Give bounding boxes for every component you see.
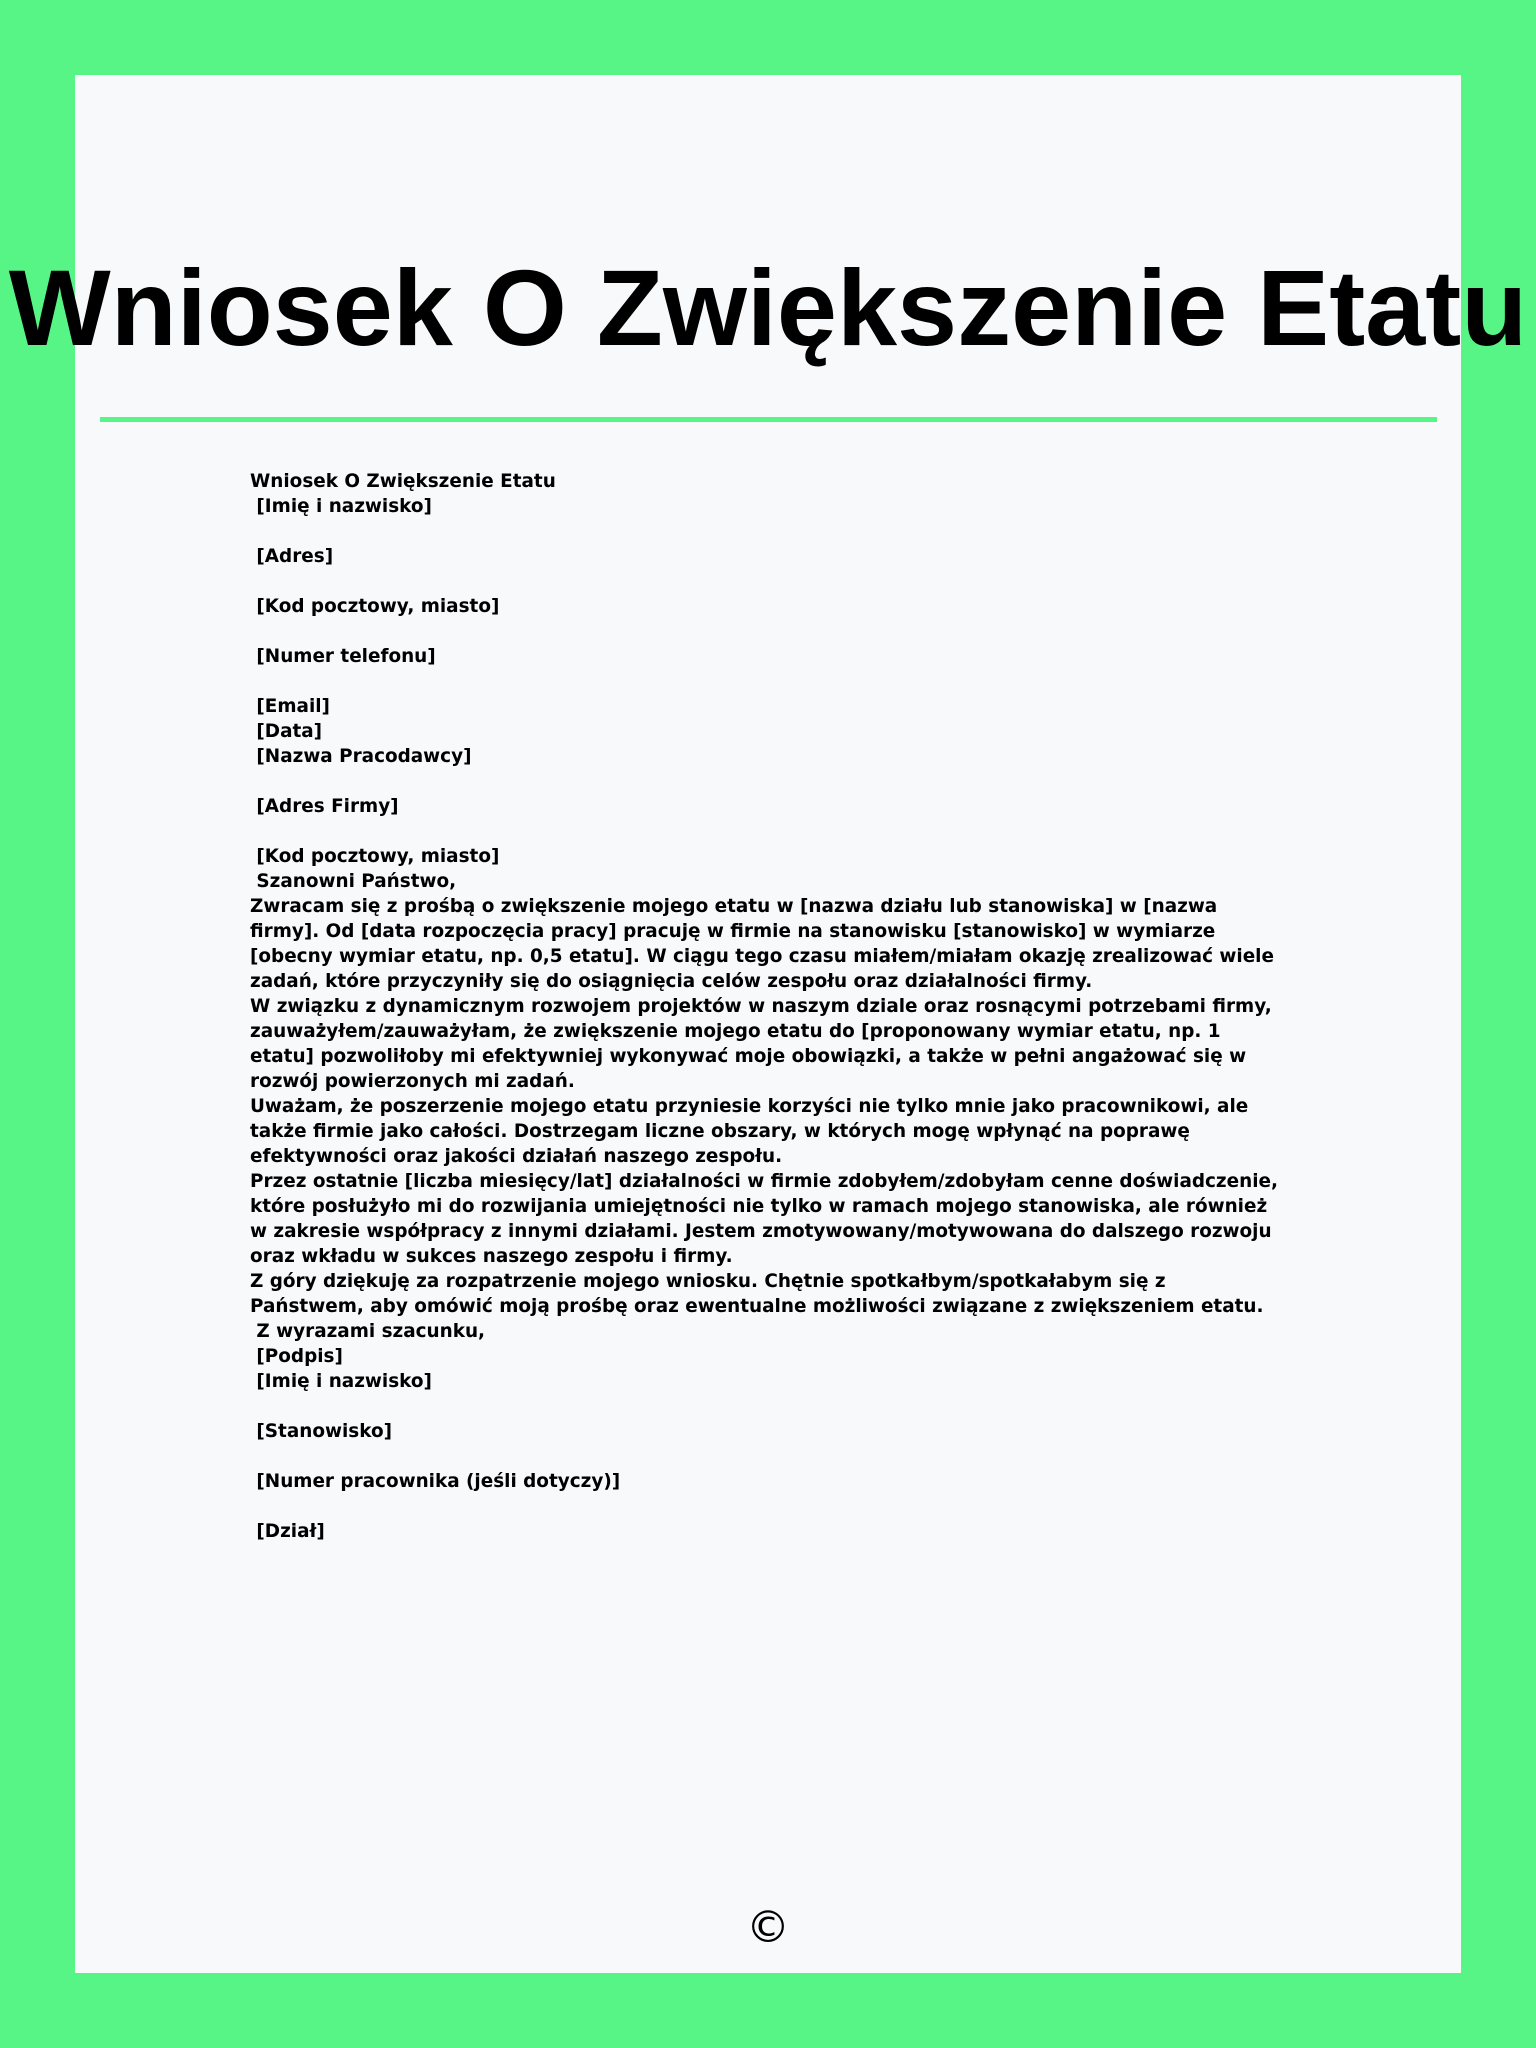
blank-line	[250, 1444, 1280, 1469]
letter-heading: Wniosek O Zwiększenie Etatu	[250, 471, 556, 492]
blank-line	[250, 819, 1280, 844]
closing: Z wyrazami szacunku,	[250, 1321, 486, 1342]
recipient-employer: [Nazwa Pracodawcy]	[250, 746, 472, 767]
salutation: Szanowni Państwo,	[250, 871, 457, 892]
letter-paragraph: Z góry dziękuję za rozpatrzenie mojego wniosku. Chętnie spotkałbym/spotkałabym się z Państwem, aby omówić moją prośbę oraz ewentualne możliwości związane z zwiększeniem etatu.	[250, 1271, 1264, 1317]
blank-line	[250, 669, 1280, 694]
blank-line	[250, 769, 1280, 794]
letter-paragraph: Zwracam się z prośbą o zwiększenie mojego etatu w [nazwa działu lub stanowiska] w [nazwa firmy]. Od [data rozpoczęcia pracy] pracuję w firmie na stanowisku [stanowisko] w wymiarze [obecny wymiar etatu, np. 0,5 etatu]. W ciągu tego czasu miałem/miałam okazję zrealizować wiele zadań, które przyczyniły się do osiągnięcia celów zespołu oraz działalności firmy.	[250, 896, 1274, 992]
sender-phone: [Numer telefonu]	[250, 646, 436, 667]
signature-department: [Dział]	[250, 1521, 325, 1542]
sender-postal-city: [Kod pocztowy, miasto]	[250, 596, 500, 617]
blank-line	[250, 619, 1280, 644]
signature-name: [Imię i nazwisko]	[250, 1371, 432, 1392]
page-title: Wniosek O Zwiększenie Etatu	[8, 247, 1528, 368]
sender-address: [Adres]	[250, 546, 334, 567]
sender-email: [Email]	[250, 696, 330, 717]
signature-placeholder: [Podpis]	[250, 1346, 343, 1367]
letter-paragraph: Przez ostatnie [liczba miesięcy/lat] działalności w firmie zdobyłem/zdobyłam cenne doświadczenie, które posłużyło mi do rozwijania umiejętności nie tylko w ramach mojego stanowiska, ale również w zakresie współpracy z innymi działami. Jestem zmotywowany/motywowana do dalszego rozwoju oraz wkładu w sukces naszego zespołu i firmy.	[250, 1171, 1278, 1267]
letter-body	[250, 469, 1280, 1544]
letter-date: [Data]	[250, 721, 323, 742]
blank-line	[250, 569, 1280, 594]
letter-paragraph: Uważam, że poszerzenie mojego etatu przyniesie korzyści nie tylko mnie jako pracownikowi, ale także firmie jako całości. Dostrzegam liczne obszary, w których mogę wpłynąć na poprawę efektywności oraz jakości działań naszego zespołu.	[250, 1096, 1249, 1167]
signature-position: [Stanowisko]	[250, 1421, 392, 1442]
signature-employee-number: [Numer pracownika (jeśli dotyczy)]	[250, 1471, 621, 1492]
letter-paragraph: W związku z dynamicznym rozwojem projektów w naszym dziale oraz rosnącymi potrzebami firmy, zauważyłem/zauważyłam, że zwiększenie mojego etatu do [proponowany wymiar etatu, np. 1 etatu] pozwoliłoby mi efektywniej wykonywać moje obowiązki, a także w pełni angażować się w rozwój powierzonych mi zadań.	[250, 996, 1272, 1092]
recipient-company-address: [Adres Firmy]	[250, 796, 399, 817]
sender-name: [Imię i nazwisko]	[250, 496, 432, 517]
blank-line	[250, 1394, 1280, 1419]
copyright-icon: ©	[746, 1902, 790, 1953]
title-divider	[100, 417, 1437, 422]
recipient-postal-city: [Kod pocztowy, miasto]	[250, 846, 500, 867]
blank-line	[250, 1494, 1280, 1519]
blank-line	[250, 519, 1280, 544]
